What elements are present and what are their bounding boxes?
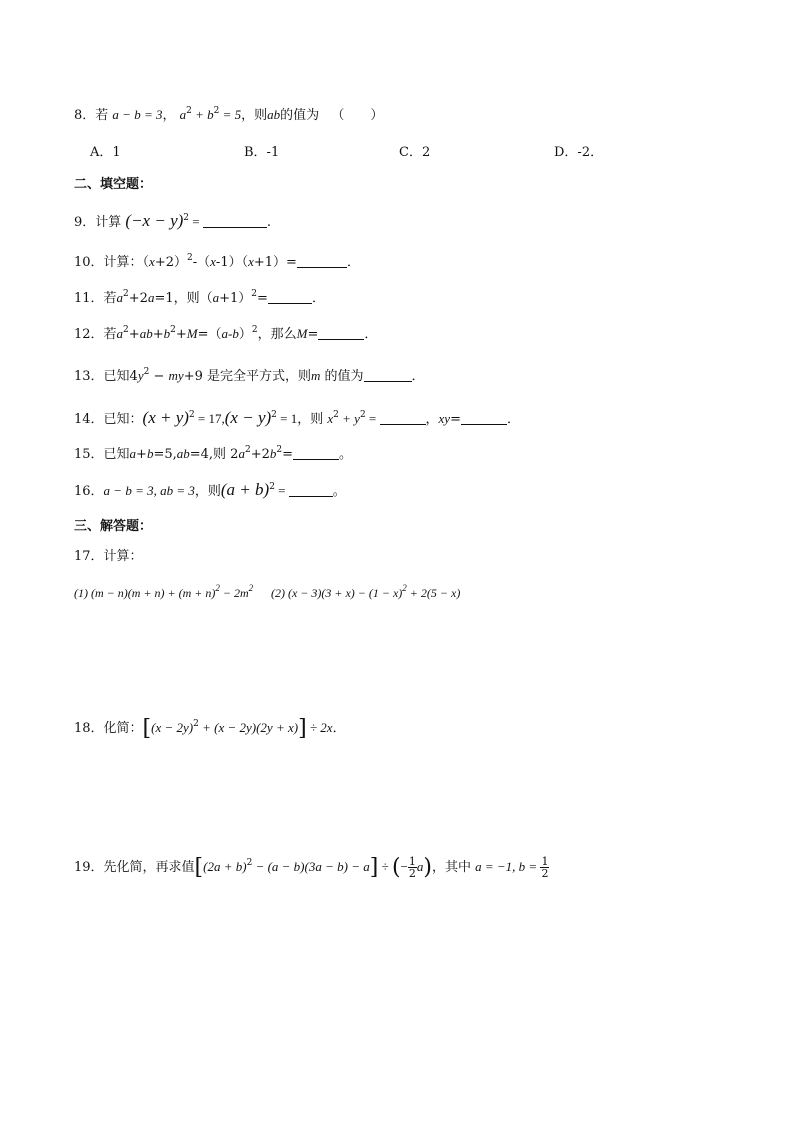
question-13: 13．已知$4y^2 - my+9$ 是完全平方式，则m 的值为 ． [74, 367, 425, 384]
q8-eq1: a − b = 3 [112, 107, 163, 122]
fraction-one-half: $\frac{1}{2}$ [408, 855, 416, 880]
option-b[interactable]: B．-1 [244, 145, 280, 160]
question-11: 11．若$a^2+2a=1$，则$(a+1)^2=$ ． [74, 289, 325, 306]
question-17-parts [74, 584, 460, 602]
answer-paren: （ ） [331, 108, 384, 123]
answer-blank[interactable] [203, 215, 267, 228]
q17-part-1: (1) $(m - n)(m + n) + (m + n)^2 - 2m^2$ [74, 583, 254, 600]
section-3-heading: 三、解答题： [74, 519, 153, 534]
question-17-label: 17．计算： [74, 549, 143, 564]
answer-blank[interactable] [268, 291, 312, 304]
question-8: 8．若 a − b = 3， $a^2 + b^2 = 5$，则ab的值为 （ ） [74, 106, 384, 123]
option-c[interactable]: C．2 [399, 145, 431, 160]
answer-blank[interactable] [293, 447, 339, 460]
question-12: 12．若$a^2+ab+b^2+M=(a-b)^2$，那么M= ． [74, 325, 378, 342]
question-19: 19．先化简，再求值$[(2a + b)^2 - (a - b)(3a - b) - a]$ ÷ (− $\frac{1}{2}$ a)，其中 a = −1, b = $\frac{1}{2}$ [74, 855, 549, 880]
question-14: 14．已知：$(x + y)^2 = 17,(x - y)^2 = 1$，则 $x^2 + y^2$ = ，xy= ． [74, 408, 520, 427]
question-16: 16．a − b = 3, ab = 3，则$(a + b)^2$ = 。 [74, 480, 346, 499]
answer-blank[interactable] [318, 327, 364, 340]
section-2-heading: 二、填空题： [74, 177, 153, 192]
question-9: 9．计算 $(-x - y)^2$ = . [74, 211, 271, 230]
question-15: 15．已知a+b=5,ab=4,则 $2a^2+2b^2=$ 。 [74, 445, 353, 462]
question-10: 10．计算：$(x+2)^2-(x-1)(x+1)=$ ． [74, 253, 360, 270]
question-18: 18．化简：$[(x - 2y)^2 + (x - 2y)(2y + x)] \div 2x$． [74, 716, 346, 741]
answer-blank-2[interactable] [461, 412, 507, 425]
answer-blank-1[interactable] [380, 412, 426, 425]
q17-part-2: (2) $(x - 3)(3 + x) - (1 - x)^2 + 2(5 - x)$ [270, 583, 461, 600]
fraction-b-value: $\frac{1}{2}$ [541, 855, 549, 880]
option-d[interactable]: D．-2． [554, 145, 604, 160]
option-a[interactable]: A．1 [90, 145, 121, 160]
answer-blank[interactable] [289, 484, 333, 497]
answer-blank[interactable] [297, 255, 347, 268]
answer-blank[interactable] [364, 369, 412, 382]
